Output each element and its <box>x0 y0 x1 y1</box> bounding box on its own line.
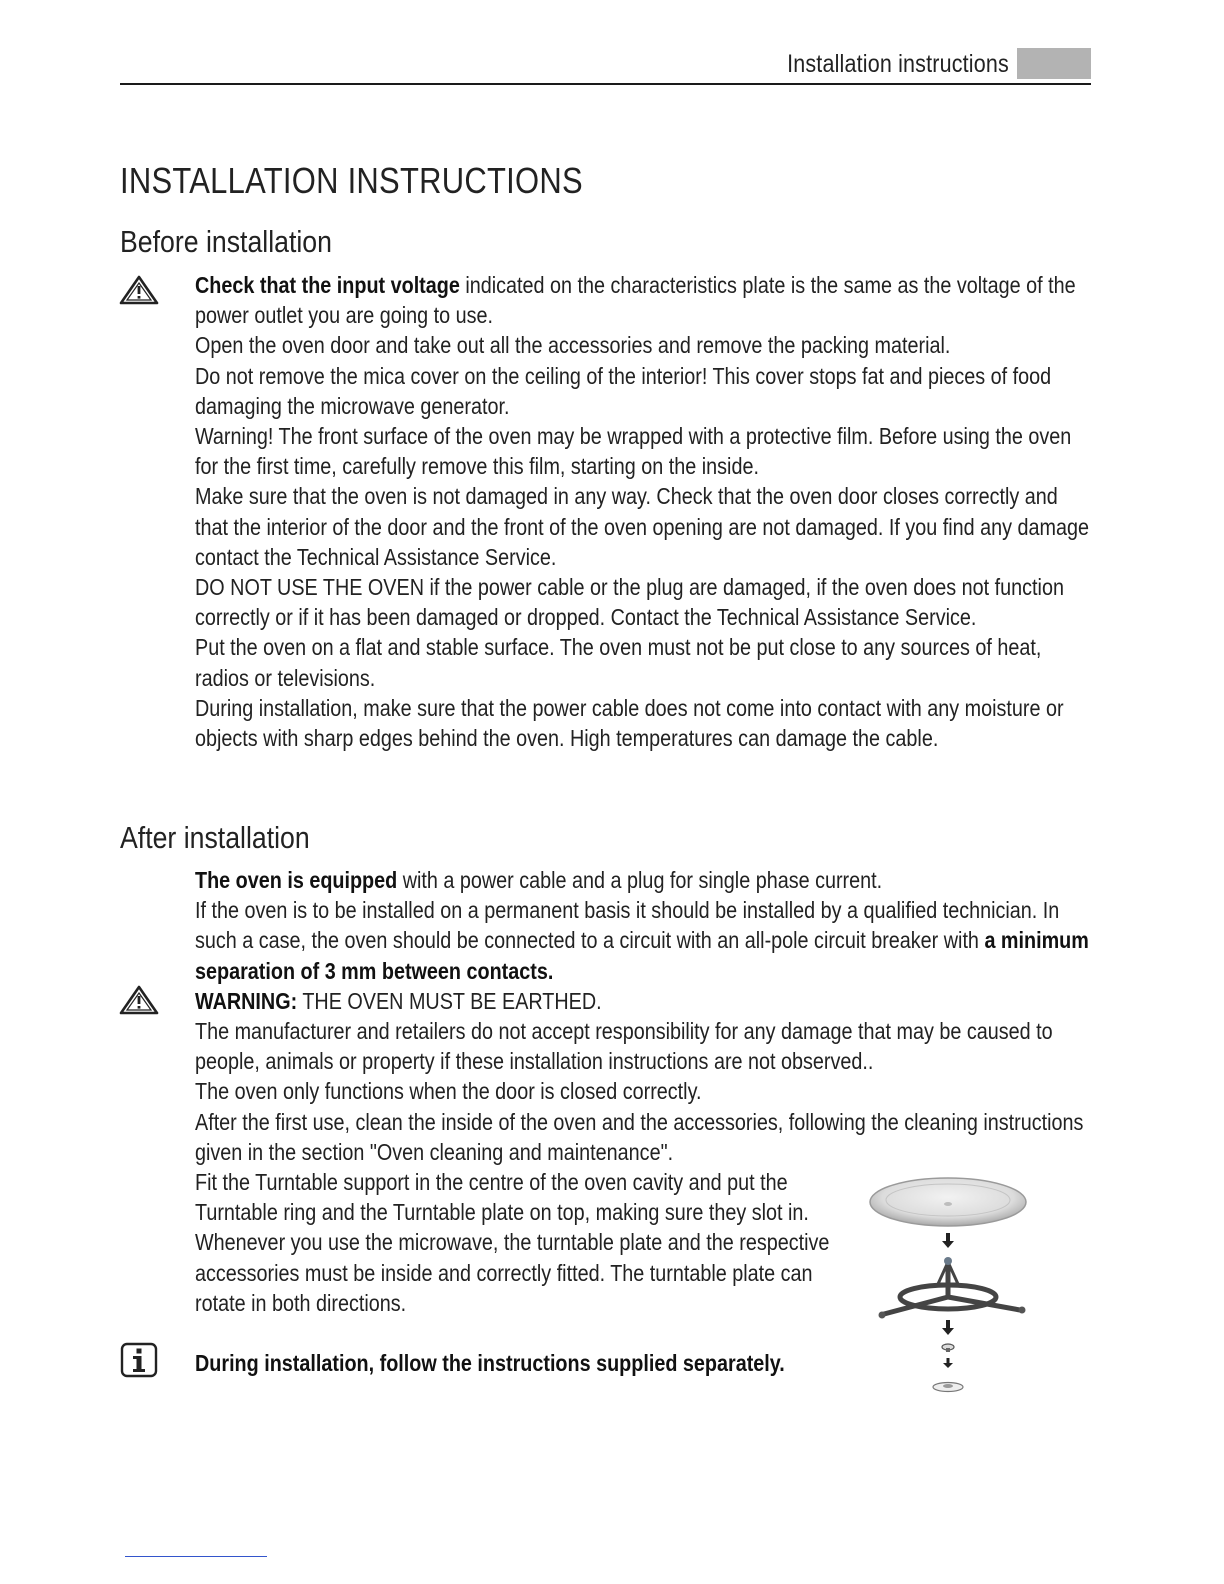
oven-equipped-bold: The oven is equipped <box>195 867 398 893</box>
permanent-installation-paragraph <box>195 895 1089 986</box>
turntable-coupler <box>942 1344 954 1352</box>
arrow-down-icon <box>942 1320 954 1335</box>
door-closed-paragraph: The oven only functions when the door is closed correctly. <box>195 1078 702 1105</box>
info-note-bold: During installation, follow the instructions supplied separately. <box>195 1350 785 1376</box>
turntable-shaft-base <box>933 1383 963 1392</box>
warning-triangle-icon <box>119 275 159 305</box>
voltage-check-paragraph <box>195 270 1089 330</box>
earthing-warning <box>195 986 1089 1016</box>
power-cable-plug-paragraph <box>195 865 1089 895</box>
protective-film-paragraph: Warning! The front surface of the oven may be wrapped with a protective film. Before using the oven for the first time, carefully remove this film, starting on the inside. <box>195 423 1072 480</box>
page-header <box>120 46 1091 85</box>
turntable-assembly-illustration <box>860 1170 1040 1400</box>
header-grey-block <box>1017 48 1091 79</box>
first-use-cleaning-paragraph: After the first use, clean the inside of the oven and the accessories, following the cleaning instructions given in the section "Oven cleaning and maintenance". <box>195 1108 1084 1165</box>
mica-cover-paragraph: Do not remove the mica cover on the ceiling of the interior! This cover stops fat and pieces of food damaging the microwave generator. <box>195 362 1052 419</box>
voltage-check-bold: Check that the input voltage <box>195 272 460 298</box>
info-box-icon <box>120 1342 158 1378</box>
page-title: INSTALLATION INSTRUCTIONS <box>120 160 583 201</box>
warning-triangle-icon <box>119 985 159 1015</box>
arrow-down-icon <box>942 1233 954 1248</box>
after-installation-heading: After installation <box>120 820 310 855</box>
warning-text: THE OVEN MUST BE EARTHED. <box>297 987 602 1014</box>
do-not-use-paragraph: DO NOT USE THE OVEN if the power cable or the plug are damaged, if the oven does not function correctly or if it has been damaged or dropped. Contact the Technical Assistance Service. <box>195 574 1064 631</box>
turntable-paragraph: Fit the Turntable support in the centre of the oven cavity and put the Turntable ring and the Turntable plate on top, making sure they slot in. Whenever you use the microwave, the turntable plate and the respective accessories must be inside and correctly fitted. The turntable plate can rotate in both directions. <box>195 1169 830 1316</box>
turntable-plate <box>870 1178 1026 1226</box>
before-instructions <box>195 270 1089 753</box>
footer-rule <box>125 1556 267 1557</box>
stable-surface-paragraph: Put the oven on a flat and stable surface. The oven must not be put close to any sources of heat, radios or televisions. <box>195 634 1042 691</box>
turntable-ring-support <box>879 1257 1026 1319</box>
responsibility-paragraph: The manufacturer and retailers do not accept responsibility for any damage that may be caused to people, animals or property if these installation instructions are not observed.. <box>195 1018 1053 1075</box>
damage-check-paragraph: Make sure that the oven is not damaged in any way. Check that the oven door closes correctly and that the interior of the door and the front of the oven opening are not damaged. If you find any damage contact the Technical Assistance Service. <box>195 483 1090 570</box>
voltage-check-text: indicated on the characteristics plate is the same as the voltage of the power outlet you are going to use. <box>195 272 1076 329</box>
header-title: Installation instructions <box>787 50 1009 78</box>
arrow-down-icon <box>943 1358 953 1368</box>
info-note <box>195 1348 850 1378</box>
before-installation-heading: Before installation <box>120 224 332 259</box>
separation-bold: a minimum separation of 3 mm between contacts. <box>195 927 1089 984</box>
power-cable-paragraph: During installation, make sure that the power cable does not come into contact with any moisture or objects with sharp edges behind the oven. High temperatures can damage the cable. <box>195 694 1064 752</box>
permanent-installation-text: If the oven is to be installed on a permanent basis it should be installed by a qualified technician. In such a case, the oven should be connected to a circuit with an all-pole circuit breaker with <box>195 897 1060 954</box>
open-door-paragraph: Open the oven door and take out all the accessories and remove the packing material. <box>195 332 951 359</box>
after-instructions <box>195 865 1089 1167</box>
warning-label: WARNING: <box>195 987 298 1014</box>
oven-equipped-text: with a power cable and a plug for single phase current. <box>397 867 883 893</box>
